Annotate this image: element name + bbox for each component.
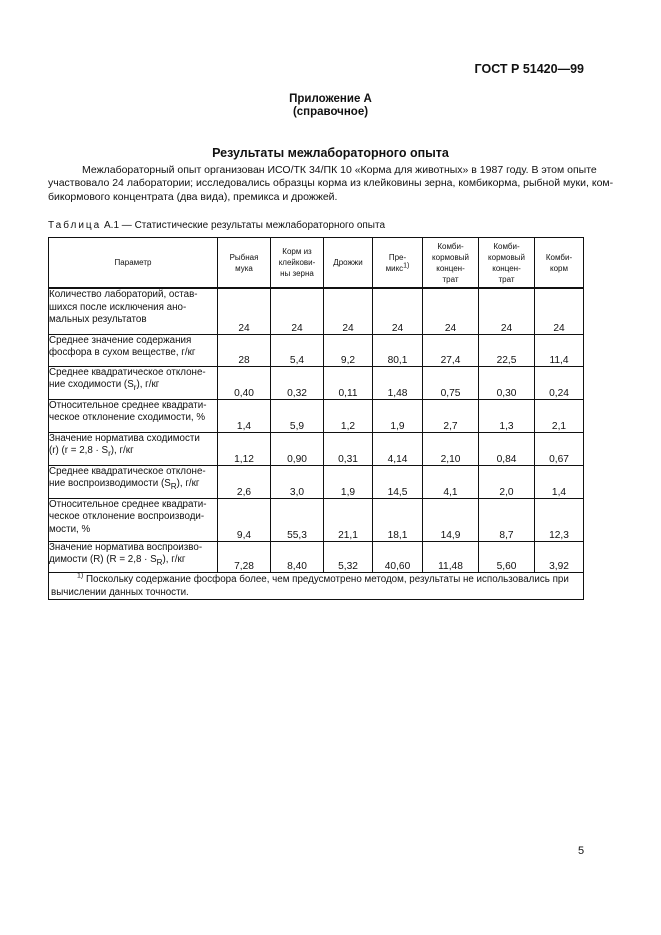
header-line: Параметр <box>114 258 152 267</box>
value-cell: 9,2 <box>324 334 373 366</box>
value-cell: 5,32 <box>324 541 373 572</box>
value-cell: 9,4 <box>218 498 271 541</box>
value-cell: 22,5 <box>479 334 535 366</box>
value-cell: 24 <box>479 288 535 334</box>
value-cell: 80,1 <box>373 334 423 366</box>
appendix-subtitle: (справочное) <box>292 106 369 118</box>
table-row <box>49 399 584 432</box>
footnote-marker: 1) <box>403 261 410 269</box>
value-cell: 8,40 <box>271 541 324 572</box>
header-line: Пре- <box>388 252 407 262</box>
document-code: ГОСТ Р 51420—99 <box>474 62 584 76</box>
value-cell: 2,7 <box>423 399 479 432</box>
parameter-cell: Относительное среднее квадрати- ческое отклонение сходимости, % <box>49 399 218 432</box>
column-header-yeast <box>324 238 373 289</box>
header-line: Комби- <box>493 241 520 251</box>
value-cell: 1,4 <box>218 399 271 432</box>
value-cell: 5,60 <box>479 541 535 572</box>
value-cell: 4,1 <box>423 465 479 498</box>
table-caption <box>48 220 385 231</box>
value-cell: 0,31 <box>324 432 373 465</box>
header-line: мука <box>235 263 253 273</box>
value-cell: 5,4 <box>271 334 324 366</box>
value-cell: 0,32 <box>271 366 324 399</box>
header-line: микс <box>385 263 404 273</box>
table-row <box>49 541 584 572</box>
section-title: Результаты межлабораторного опыта <box>212 146 449 160</box>
column-header-fish-meal <box>218 238 271 289</box>
table-row <box>49 432 584 465</box>
value-cell: 14,9 <box>423 498 479 541</box>
table-caption-text: А.1 — Статистические результаты межлабораторного опыта <box>101 220 386 231</box>
value-cell: 40,60 <box>373 541 423 572</box>
value-cell: 0,84 <box>479 432 535 465</box>
value-cell: 24 <box>373 288 423 334</box>
intro-paragraph <box>48 164 614 204</box>
value-cell: 1,48 <box>373 366 423 399</box>
column-header-parameter <box>49 238 218 289</box>
value-cell: 0,24 <box>535 366 584 399</box>
value-cell: 0,11 <box>324 366 373 399</box>
value-cell: 24 <box>423 288 479 334</box>
intro-line: Межлабораторный опыт организован ИСО/ТК 34/ПК 10 «Корма для животных» в 1987 году. В этом опыте <box>82 164 597 176</box>
value-cell: 11,4 <box>535 334 584 366</box>
header-line: Комби- <box>545 252 573 262</box>
table-row <box>49 465 584 498</box>
header-line: концен- <box>436 263 465 273</box>
value-cell: 8,7 <box>479 498 535 541</box>
value-cell: 2,6 <box>218 465 271 498</box>
header-line: Комби- <box>437 241 464 251</box>
column-header-gluten-feed <box>271 238 324 289</box>
header-line: Корм из <box>282 247 312 256</box>
table-header-row <box>49 238 584 289</box>
value-cell: 18,1 <box>373 498 423 541</box>
parameter-cell: Среднее квадратическое отклоне- ние воспроизводимости $(S_R)$, г/кг <box>49 465 218 498</box>
table-row <box>49 288 584 334</box>
value-cell: 14,5 <box>373 465 423 498</box>
header-line: трат <box>498 274 515 284</box>
value-cell: 0,90 <box>271 432 324 465</box>
footnote-marker: 1) <box>77 572 84 580</box>
value-cell: 1,4 <box>535 465 584 498</box>
value-cell: 1,9 <box>373 399 423 432</box>
value-cell: 2,10 <box>423 432 479 465</box>
value-cell: 0,75 <box>423 366 479 399</box>
header-line: клейкови- <box>278 258 316 267</box>
appendix-title: Приложение А <box>289 93 372 105</box>
header-line: кормовый <box>488 252 525 262</box>
header-line: трат <box>442 274 459 284</box>
value-cell: 0,30 <box>479 366 535 399</box>
value-cell: 12,3 <box>535 498 584 541</box>
intro-line: бикормового концентрата (два вида), премикса и дрожжей. <box>48 190 338 203</box>
value-cell: 1,12 <box>218 432 271 465</box>
page-number: 5 <box>578 845 585 857</box>
value-cell: 7,28 <box>218 541 271 572</box>
column-header-premix <box>373 238 423 289</box>
value-cell: 28 <box>218 334 271 366</box>
table-footnote <box>49 572 584 599</box>
parameter-cell: Относительное среднее квадрати- ческое отклонение воспроизводи- мости, % <box>49 498 218 541</box>
results-table <box>48 237 584 600</box>
value-cell: 3,92 <box>535 541 584 572</box>
value-cell: 4,14 <box>373 432 423 465</box>
value-cell: 0,67 <box>535 432 584 465</box>
value-cell: 24 <box>324 288 373 334</box>
header-line: корм <box>550 263 568 273</box>
value-cell: 2,1 <box>535 399 584 432</box>
header-line: ны зерна <box>280 269 314 278</box>
value-cell: 27,4 <box>423 334 479 366</box>
value-cell: 21,1 <box>324 498 373 541</box>
table-row <box>49 498 584 541</box>
table-row <box>49 366 584 399</box>
column-header-concentrate-2 <box>479 238 535 289</box>
value-cell: 24 <box>535 288 584 334</box>
table-row <box>49 334 584 366</box>
footnote-text: вычислении данных точности. <box>51 586 189 598</box>
value-cell: 3,0 <box>271 465 324 498</box>
value-cell: 11,48 <box>423 541 479 572</box>
value-cell: 24 <box>218 288 271 334</box>
footnote-text: Поскольку содержание фосфора более, чем предусмотрено методом, результаты не использовались при <box>83 573 569 585</box>
header-line: Рыбная <box>229 252 259 262</box>
value-cell: 24 <box>271 288 324 334</box>
header-line: кормовый <box>432 252 469 262</box>
parameter-cell: Количество лабораторий, остав- шихся после исключения ано- мальных результатов <box>49 288 218 334</box>
parameter-cell: Значение норматива сходимости (r) $(r = 2,8 \cdot S_r)$, г/кг <box>49 432 218 465</box>
value-cell: 1,2 <box>324 399 373 432</box>
parameter-cell: Среднее значение содержания фосфора в сухом веществе, г/кг <box>49 334 218 366</box>
value-cell: 55,3 <box>271 498 324 541</box>
parameter-cell: Значение норматива воспроизво- димости (R) $(R = 2,8 \cdot S_R)$, г/кг <box>49 541 218 572</box>
header-line: Дрожжи <box>333 258 363 267</box>
value-cell: 1,3 <box>479 399 535 432</box>
column-header-concentrate-1 <box>423 238 479 289</box>
table-footnote-row <box>49 572 584 599</box>
intro-line: участвовало 24 лаборатории; исследовались образцы корма из клейковины зерна, комбикорма, рыбной муки, ком- <box>48 177 614 190</box>
value-cell: 0,40 <box>218 366 271 399</box>
parameter-cell: Среднее квадратическое отклоне- ние сходимости $(S_r)$, г/кг <box>49 366 218 399</box>
value-cell: 5,9 <box>271 399 324 432</box>
header-line: концен- <box>492 263 521 273</box>
column-header-compound-feed <box>535 238 584 289</box>
value-cell: 1,9 <box>324 465 373 498</box>
table-caption-prefix: Таблица <box>48 220 102 231</box>
value-cell: 2,0 <box>479 465 535 498</box>
